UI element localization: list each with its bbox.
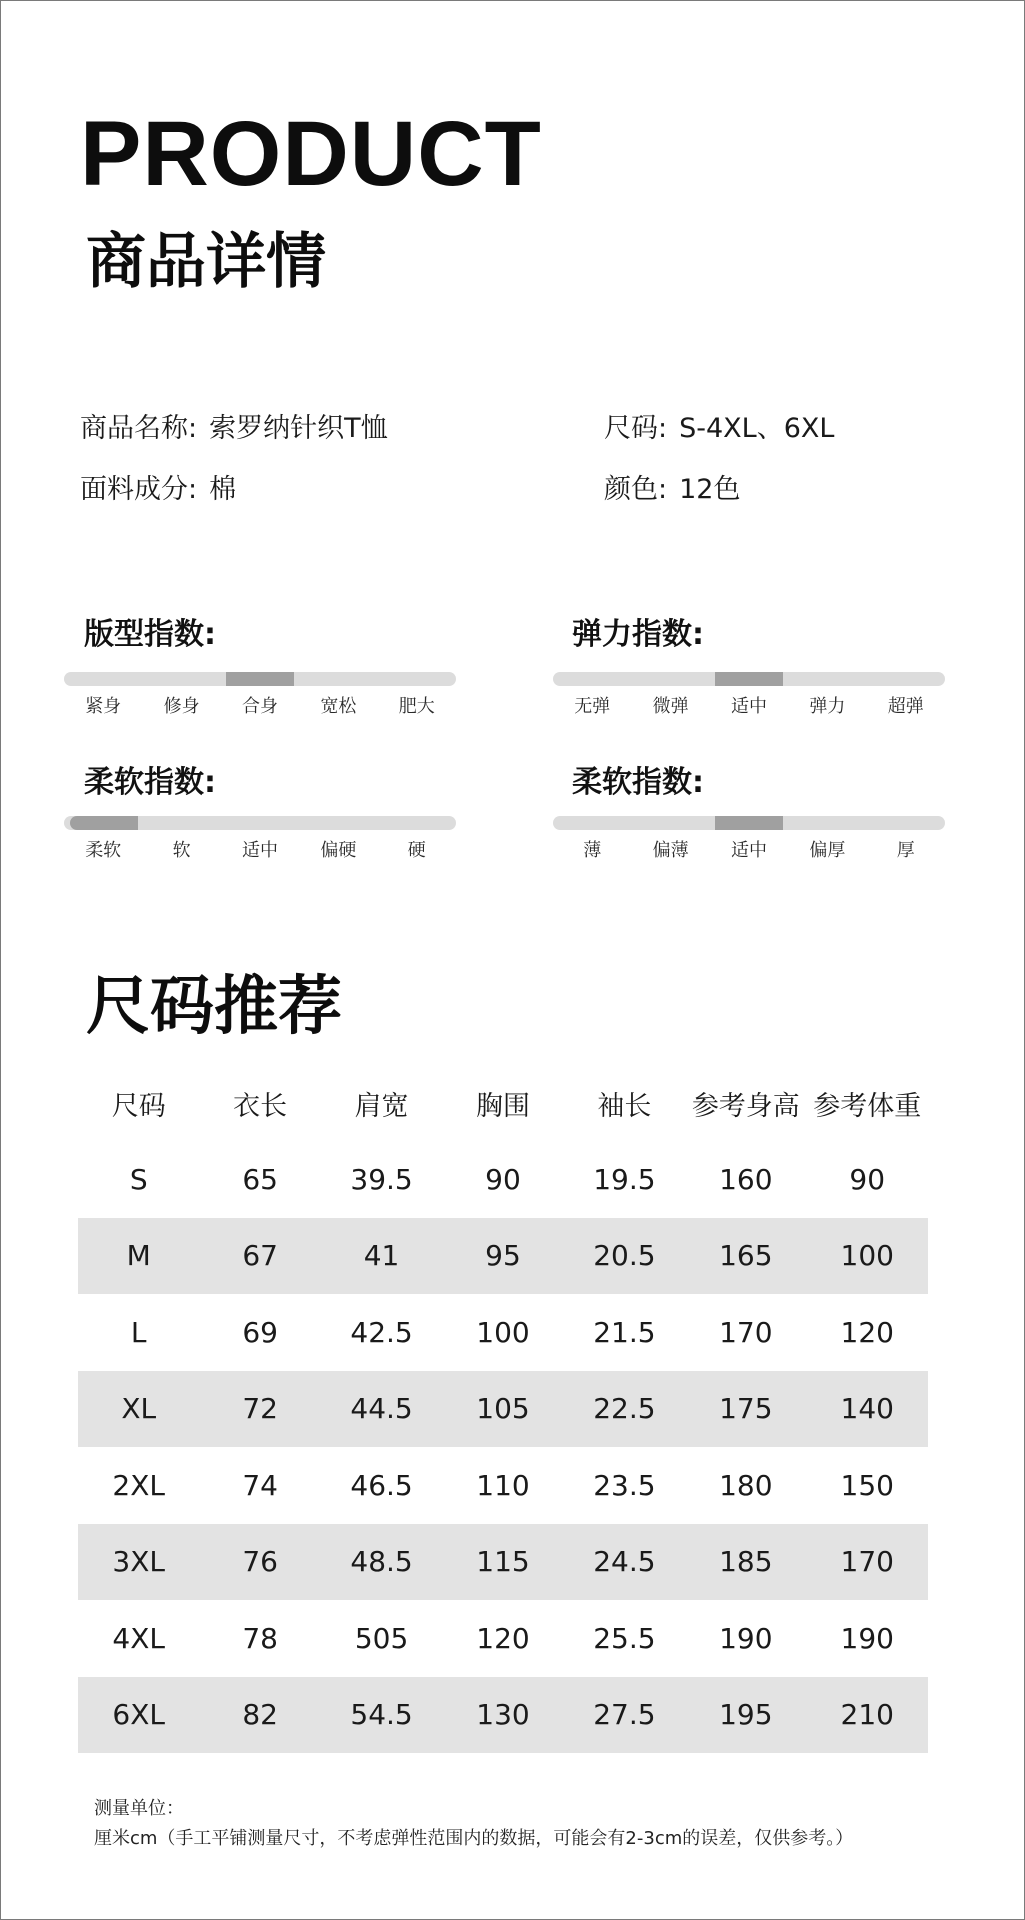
- table-cell: 100: [476, 1315, 530, 1349]
- softness-option: 硬: [407, 840, 426, 861]
- table-cell: 39.5: [350, 1162, 413, 1196]
- title-cn: 商品详情: [86, 227, 326, 297]
- table-cell: 120: [476, 1621, 530, 1655]
- fit-option: 紧身: [85, 696, 122, 717]
- table-cell: 69: [242, 1315, 278, 1349]
- elasticity-index-labels: [553, 698, 945, 716]
- elasticity-option: 无弹: [574, 696, 611, 717]
- thickness-index-title: 柔软指数:: [572, 765, 704, 800]
- header-cell: 袖长: [597, 1090, 652, 1122]
- table-row: [78, 1600, 928, 1677]
- table-cell: 210: [840, 1698, 894, 1732]
- info-color: [604, 476, 740, 503]
- size-section-title: 尺码推荐: [86, 970, 342, 1044]
- header-cell: 胸围: [475, 1090, 530, 1122]
- table-cell: 170: [719, 1315, 773, 1349]
- fit-index-title: 版型指数:: [84, 617, 216, 652]
- table-cell: 41: [363, 1239, 400, 1273]
- table-cell: 54.5: [350, 1698, 413, 1732]
- thickness-option: 厚: [896, 840, 915, 861]
- size-cell: XL: [121, 1392, 157, 1426]
- size-table-body: [78, 1141, 928, 1753]
- softness-option: 适中: [241, 840, 278, 861]
- table-row: [78, 1218, 928, 1295]
- table-cell: 150: [840, 1468, 894, 1502]
- thickness-index-bar: [553, 816, 945, 830]
- fit-index-labels: [64, 698, 456, 716]
- info-color-value: 12色: [679, 474, 741, 505]
- header-cell: 尺码: [111, 1090, 166, 1122]
- table-cell: 180: [719, 1468, 773, 1502]
- info-size-value: S-4XL、6XL: [679, 413, 835, 444]
- softness-option: 柔软: [85, 840, 122, 861]
- table-row: [78, 1524, 928, 1601]
- elasticity-option: 适中: [730, 696, 767, 717]
- table-cell: 115: [476, 1545, 530, 1579]
- fit-option: 修身: [163, 696, 200, 717]
- elasticity-index-bar: [553, 672, 945, 686]
- table-cell: 165: [719, 1239, 773, 1273]
- table-cell: 42.5: [350, 1315, 413, 1349]
- thickness-index-labels: [553, 842, 945, 860]
- thickness-option: 适中: [730, 840, 767, 861]
- thickness-index-indicator: [715, 816, 783, 830]
- table-cell: 140: [840, 1392, 894, 1426]
- table-row: [78, 1371, 928, 1448]
- size-cell: M: [126, 1239, 151, 1273]
- table-cell: 195: [719, 1698, 773, 1732]
- title-en: PRODUCT: [80, 103, 542, 205]
- table-cell: 72: [242, 1392, 278, 1426]
- table-cell: 20.5: [593, 1239, 656, 1273]
- table-cell: 67: [242, 1239, 278, 1273]
- table-cell: 46.5: [350, 1468, 413, 1502]
- table-cell: 110: [476, 1468, 530, 1502]
- softness-index-labels: [64, 842, 456, 860]
- table-cell: 21.5: [593, 1315, 656, 1349]
- table-cell: 190: [840, 1621, 894, 1655]
- table-cell: 175: [719, 1392, 773, 1426]
- size-table: [78, 1065, 928, 1753]
- header-cell: 参考身高: [691, 1090, 800, 1122]
- info-fabric: [80, 476, 236, 503]
- fit-index-bar: [64, 672, 456, 686]
- softness-option: 软: [172, 840, 191, 861]
- softness-index-bar: [64, 816, 456, 830]
- note-label: 测量单位：: [94, 1798, 184, 1819]
- fit-option: 宽松: [320, 696, 357, 717]
- softness-option: 偏硬: [320, 840, 357, 861]
- table-cell: 185: [719, 1545, 773, 1579]
- table-cell: 65: [242, 1162, 278, 1196]
- info-name-label: 商品名称:: [80, 413, 198, 444]
- thickness-option: 偏薄: [652, 840, 689, 861]
- note-text: 厘米cm（手工平铺测量尺寸，不考虑弹性范围内的数据，可能会有2-3cm的误差，仅供参考。）: [94, 1828, 854, 1849]
- table-row: [78, 1677, 928, 1754]
- size-cell: 6XL: [112, 1698, 166, 1732]
- table-cell: 27.5: [593, 1698, 656, 1732]
- table-cell: 82: [242, 1698, 278, 1732]
- table-row: [78, 1447, 928, 1524]
- size-cell: 2XL: [112, 1468, 166, 1502]
- size-cell: 4XL: [112, 1621, 166, 1655]
- table-cell: 76: [242, 1545, 278, 1579]
- table-cell: 44.5: [350, 1392, 413, 1426]
- table-cell: 22.5: [593, 1392, 656, 1426]
- table-row: [78, 1294, 928, 1371]
- info-fabric-label: 面料成分:: [80, 474, 198, 505]
- table-cell: 505: [354, 1621, 409, 1655]
- table-cell: 90: [485, 1162, 521, 1196]
- table-cell: 170: [840, 1545, 894, 1579]
- table-cell: 100: [840, 1239, 894, 1273]
- size-cell: S: [129, 1162, 148, 1196]
- table-cell: 74: [242, 1468, 278, 1502]
- fit-option: 合身: [241, 696, 278, 717]
- size-cell: L: [130, 1315, 147, 1349]
- table-cell: 90: [849, 1162, 886, 1196]
- table-cell: 19.5: [593, 1162, 656, 1196]
- info-color-label: 颜色:: [604, 474, 668, 505]
- header-cell: 肩宽: [354, 1090, 409, 1122]
- table-cell: 23.5: [593, 1468, 656, 1502]
- softness-index-indicator: [70, 816, 138, 830]
- elasticity-index-indicator: [715, 672, 783, 686]
- table-cell: 95: [485, 1239, 521, 1273]
- fit-index-indicator: [226, 672, 294, 686]
- thickness-option: 偏厚: [809, 840, 846, 861]
- info-name-value: 索罗纳针织T恤: [209, 413, 388, 444]
- info-name: [80, 415, 388, 442]
- header-cell: 衣长: [233, 1090, 288, 1122]
- table-cell: 25.5: [593, 1621, 656, 1655]
- table-cell: 130: [476, 1698, 530, 1732]
- elasticity-index-title: 弹力指数:: [572, 617, 704, 652]
- fit-option: 肥大: [398, 696, 435, 717]
- info-size-label: 尺码:: [604, 413, 668, 444]
- table-cell: 190: [719, 1621, 773, 1655]
- elasticity-option: 弹力: [809, 696, 846, 717]
- size-table-header: [78, 1065, 928, 1141]
- table-row: [78, 1141, 928, 1218]
- info-size: [604, 415, 834, 442]
- table-cell: 24.5: [593, 1545, 656, 1579]
- table-cell: 78: [242, 1621, 278, 1655]
- elasticity-option: 超弹: [887, 696, 924, 717]
- info-fabric-value: 棉: [209, 474, 237, 505]
- table-cell: 120: [840, 1315, 894, 1349]
- table-cell: 160: [719, 1162, 773, 1196]
- table-cell: 48.5: [350, 1545, 413, 1579]
- elasticity-option: 微弹: [652, 696, 689, 717]
- thickness-option: 薄: [583, 840, 602, 861]
- softness-index-title: 柔软指数:: [84, 765, 216, 800]
- size-cell: 3XL: [112, 1545, 166, 1579]
- header-cell: 参考体重: [813, 1090, 922, 1122]
- table-cell: 105: [476, 1392, 530, 1426]
